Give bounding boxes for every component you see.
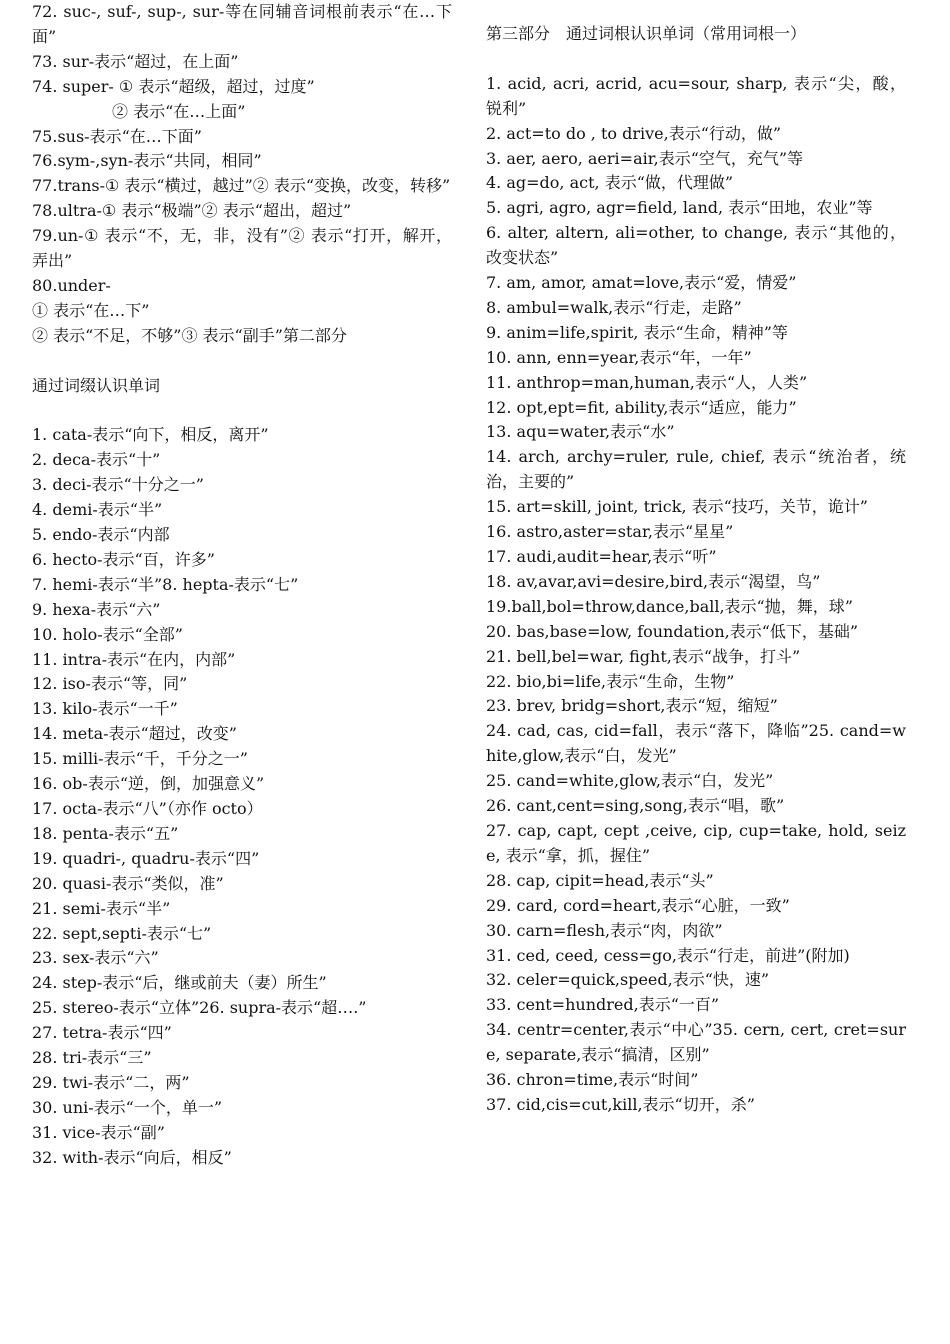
root-item: 29. card, cord=heart,表示“心脏，一致” bbox=[486, 895, 790, 915]
root-item: 15. art=skill, joint, trick, 表示“技巧，关节，诡计” bbox=[486, 497, 868, 517]
prefix-item: 80.under- bbox=[32, 275, 111, 295]
root-item: 12. opt,ept=fit, ability,表示“适应，能力” bbox=[486, 397, 797, 417]
root-item: 16. astro,aster=star,表示“星星” bbox=[486, 522, 734, 542]
affix-item: 23. sex-表示“六” bbox=[32, 948, 159, 968]
prefix-item: 74. super- ① 表示“超级，超过，过度” bbox=[32, 76, 315, 96]
root-item: 13. aqu=water,表示“水” bbox=[486, 422, 675, 442]
affix-item: 11. intra-表示“在内，内部” bbox=[32, 649, 236, 669]
root-item: 31. ced, ceed, cess=go,表示“行走，前进”(附加) bbox=[486, 945, 850, 965]
prefix-item-subpoint: ② 表示“不足，不够”③ 表示“副手”第二部分 bbox=[32, 325, 347, 345]
prefix-item: 73. sur-表示“超过，在上面” bbox=[32, 51, 239, 71]
affix-list bbox=[32, 423, 452, 1170]
root-item: 7. am, amor, amat=love,表示“爱，情爱” bbox=[486, 273, 797, 293]
root-item: 25. cand=white,glow,表示“白，发光” bbox=[486, 771, 774, 791]
affix-item: 14. meta-表示“超过，改变” bbox=[32, 724, 237, 744]
affix-item: 20. quasi-表示“类似，准” bbox=[32, 873, 224, 893]
root-item: 30. carn=flesh,表示“肉，肉欲” bbox=[486, 920, 723, 940]
root-item: 24. cad, cas, cid=fall，表示“落下，降临”25. cand=white,glow,表示“白，发光” bbox=[486, 721, 906, 766]
root-item: 23. brev, bridg=short,表示“短，缩短” bbox=[486, 696, 778, 716]
root-item: 10. ann, enn=year,表示“年，一年” bbox=[486, 347, 752, 367]
affix-item: 2. deca-表示“十” bbox=[32, 450, 161, 470]
prefix-item: 79.un-① 表示“不，无，非，没有”② 表示“打开，解开，弄出” bbox=[32, 226, 452, 271]
root-item: 22. bio,bi=life,表示“生命，生物” bbox=[486, 671, 735, 691]
root-item: 27. cap, capt, cept ,ceive, cip, cup=take, hold, seize, 表示“拿，抓，握住” bbox=[486, 820, 906, 865]
root-item: 33. cent=hundred,表示“一百” bbox=[486, 995, 720, 1015]
spacer bbox=[486, 47, 906, 72]
affix-item: 5. endo-表示“内部 bbox=[32, 525, 170, 544]
affix-item: 19. quadri-, quadru-表示“四” bbox=[32, 848, 260, 868]
root-item: 37. cid,cis=cut,kill,表示“切开，杀” bbox=[486, 1094, 755, 1114]
affix-item: 24. step-表示“后，继或前夫（妻）所生” bbox=[32, 973, 327, 993]
affix-item: 7. hemi-表示“半”8. hepta-表示“七” bbox=[32, 574, 299, 594]
affix-item: 3. deci-表示“十分之一” bbox=[32, 475, 204, 495]
root-item: 5. agri, agro, agr=field, land, 表示“田地，农业”等 bbox=[486, 198, 873, 218]
root-list bbox=[486, 72, 906, 1118]
affix-item: 4. demi-表示“半” bbox=[32, 500, 163, 520]
root-item: 34. centr=center,表示“中心”35. cern, cert, cret=sure, separate,表示“搞清，区别” bbox=[486, 1020, 906, 1065]
affix-item: 17. octa-表示“八”（亦作 octo） bbox=[32, 798, 263, 818]
affix-item: 10. holo-表示“全部” bbox=[32, 624, 183, 644]
root-item: 3. aer, aero, aeri=air,表示“空气，充气”等 bbox=[486, 148, 804, 168]
affix-item: 21. semi-表示“半” bbox=[32, 898, 171, 918]
root-item: 9. anim=life,spirit, 表示“生命，精神”等 bbox=[486, 322, 788, 342]
affix-item: 12. iso-表示“等，同” bbox=[32, 674, 188, 694]
right-column bbox=[486, 22, 906, 1118]
root-item: 21. bell,bel=war, fight,表示“战争，打斗” bbox=[486, 646, 801, 666]
affix-item: 29. twi-表示“二，两” bbox=[32, 1072, 190, 1092]
root-item: 26. cant,cent=sing,song,表示“唱，歌” bbox=[486, 796, 785, 816]
affix-item: 22. sept,septi-表示“七” bbox=[32, 923, 212, 943]
affix-item: 27. tetra-表示“四” bbox=[32, 1023, 172, 1043]
prefix-item: 72. suc-, suf-, sup-, sur-等在同辅音词根前表示“在…下面” bbox=[32, 2, 452, 46]
root-item: 19.ball,bol=throw,dance,ball,表示“抛，舞，球” bbox=[486, 596, 853, 616]
spacer bbox=[32, 398, 452, 423]
affix-item: 15. milli-表示“千，千分之一” bbox=[32, 749, 248, 769]
prefix-item: 76.sym-,syn-表示“共同，相同” bbox=[32, 151, 262, 171]
prefix-item-subpoint: ① 表示“在…下” bbox=[32, 300, 150, 320]
root-item: 4. ag=do, act, 表示“做，代理做” bbox=[486, 173, 734, 193]
affix-item: 9. hexa-表示“六” bbox=[32, 599, 161, 619]
root-item: 28. cap, cipit=head,表示“头” bbox=[486, 870, 714, 890]
affix-item: 16. ob-表示“逆，倒，加强意义” bbox=[32, 774, 265, 794]
root-item: 6. alter, altern, ali=other, to change, 表示“其他的，改变状态” bbox=[486, 223, 906, 268]
spacer bbox=[32, 349, 452, 374]
root-item: 11. anthrop=man,human,表示“人，人类” bbox=[486, 372, 808, 392]
root-item: 8. ambul=walk,表示“行走，走路” bbox=[486, 297, 742, 317]
affix-item: 1. cata-表示“向下，相反，离开” bbox=[32, 425, 269, 445]
affix-item: 6. hecto-表示“百，许多” bbox=[32, 549, 215, 569]
root-item: 2. act=to do , to drive,表示“行动，做” bbox=[486, 123, 782, 143]
root-item: 36. chron=time,表示“时间” bbox=[486, 1070, 699, 1090]
section-title-affixes: 通过词缀认识单词 bbox=[32, 375, 161, 395]
prefix-item: 77.trans-① 表示“横过，越过”② 表示“变换，改变，转移” bbox=[32, 176, 451, 196]
affix-item: 18. penta-表示“五” bbox=[32, 823, 179, 843]
affix-item: 25. stereo-表示“立体”26. supra-表示“超….” bbox=[32, 998, 367, 1018]
root-item: 1. acid, acri, acrid, acu=sour, sharp, 表示“尖，酸，锐利” bbox=[486, 73, 906, 118]
affix-item: 13. kilo-表示“一千” bbox=[32, 699, 178, 719]
root-item: 17. audi,audit=hear,表示“听” bbox=[486, 547, 717, 567]
root-item: 32. celer=quick,speed,表示“快，速” bbox=[486, 970, 770, 990]
section-title-roots: 第三部分 通过词根认识单词（常用词根一） bbox=[486, 24, 807, 43]
root-item: 20. bas,base=low, foundation,表示“低下，基础” bbox=[486, 621, 859, 641]
left-column bbox=[32, 0, 452, 1171]
prefix-item: 78.ultra-① 表示“极端”② 表示“超出，超过” bbox=[32, 201, 352, 221]
root-item: 18. av,avar,avi=desire,bird,表示“渴望，鸟” bbox=[486, 571, 821, 591]
prefix-list-tail bbox=[32, 0, 452, 349]
prefix-item-subpoint: ② 表示“在…上面” bbox=[112, 101, 246, 121]
root-item: 14. arch, archy=ruler, rule, chief, 表示“统治者，统治，主要的” bbox=[486, 447, 906, 492]
prefix-item: 75.sus-表示“在…下面” bbox=[32, 126, 202, 146]
affix-item: 30. uni-表示“一个，单一” bbox=[32, 1097, 223, 1117]
affix-item: 32. with-表示“向后，相反” bbox=[32, 1147, 232, 1167]
affix-item: 31. vice-表示“副” bbox=[32, 1122, 165, 1142]
affix-item: 28. tri-表示“三” bbox=[32, 1048, 152, 1068]
